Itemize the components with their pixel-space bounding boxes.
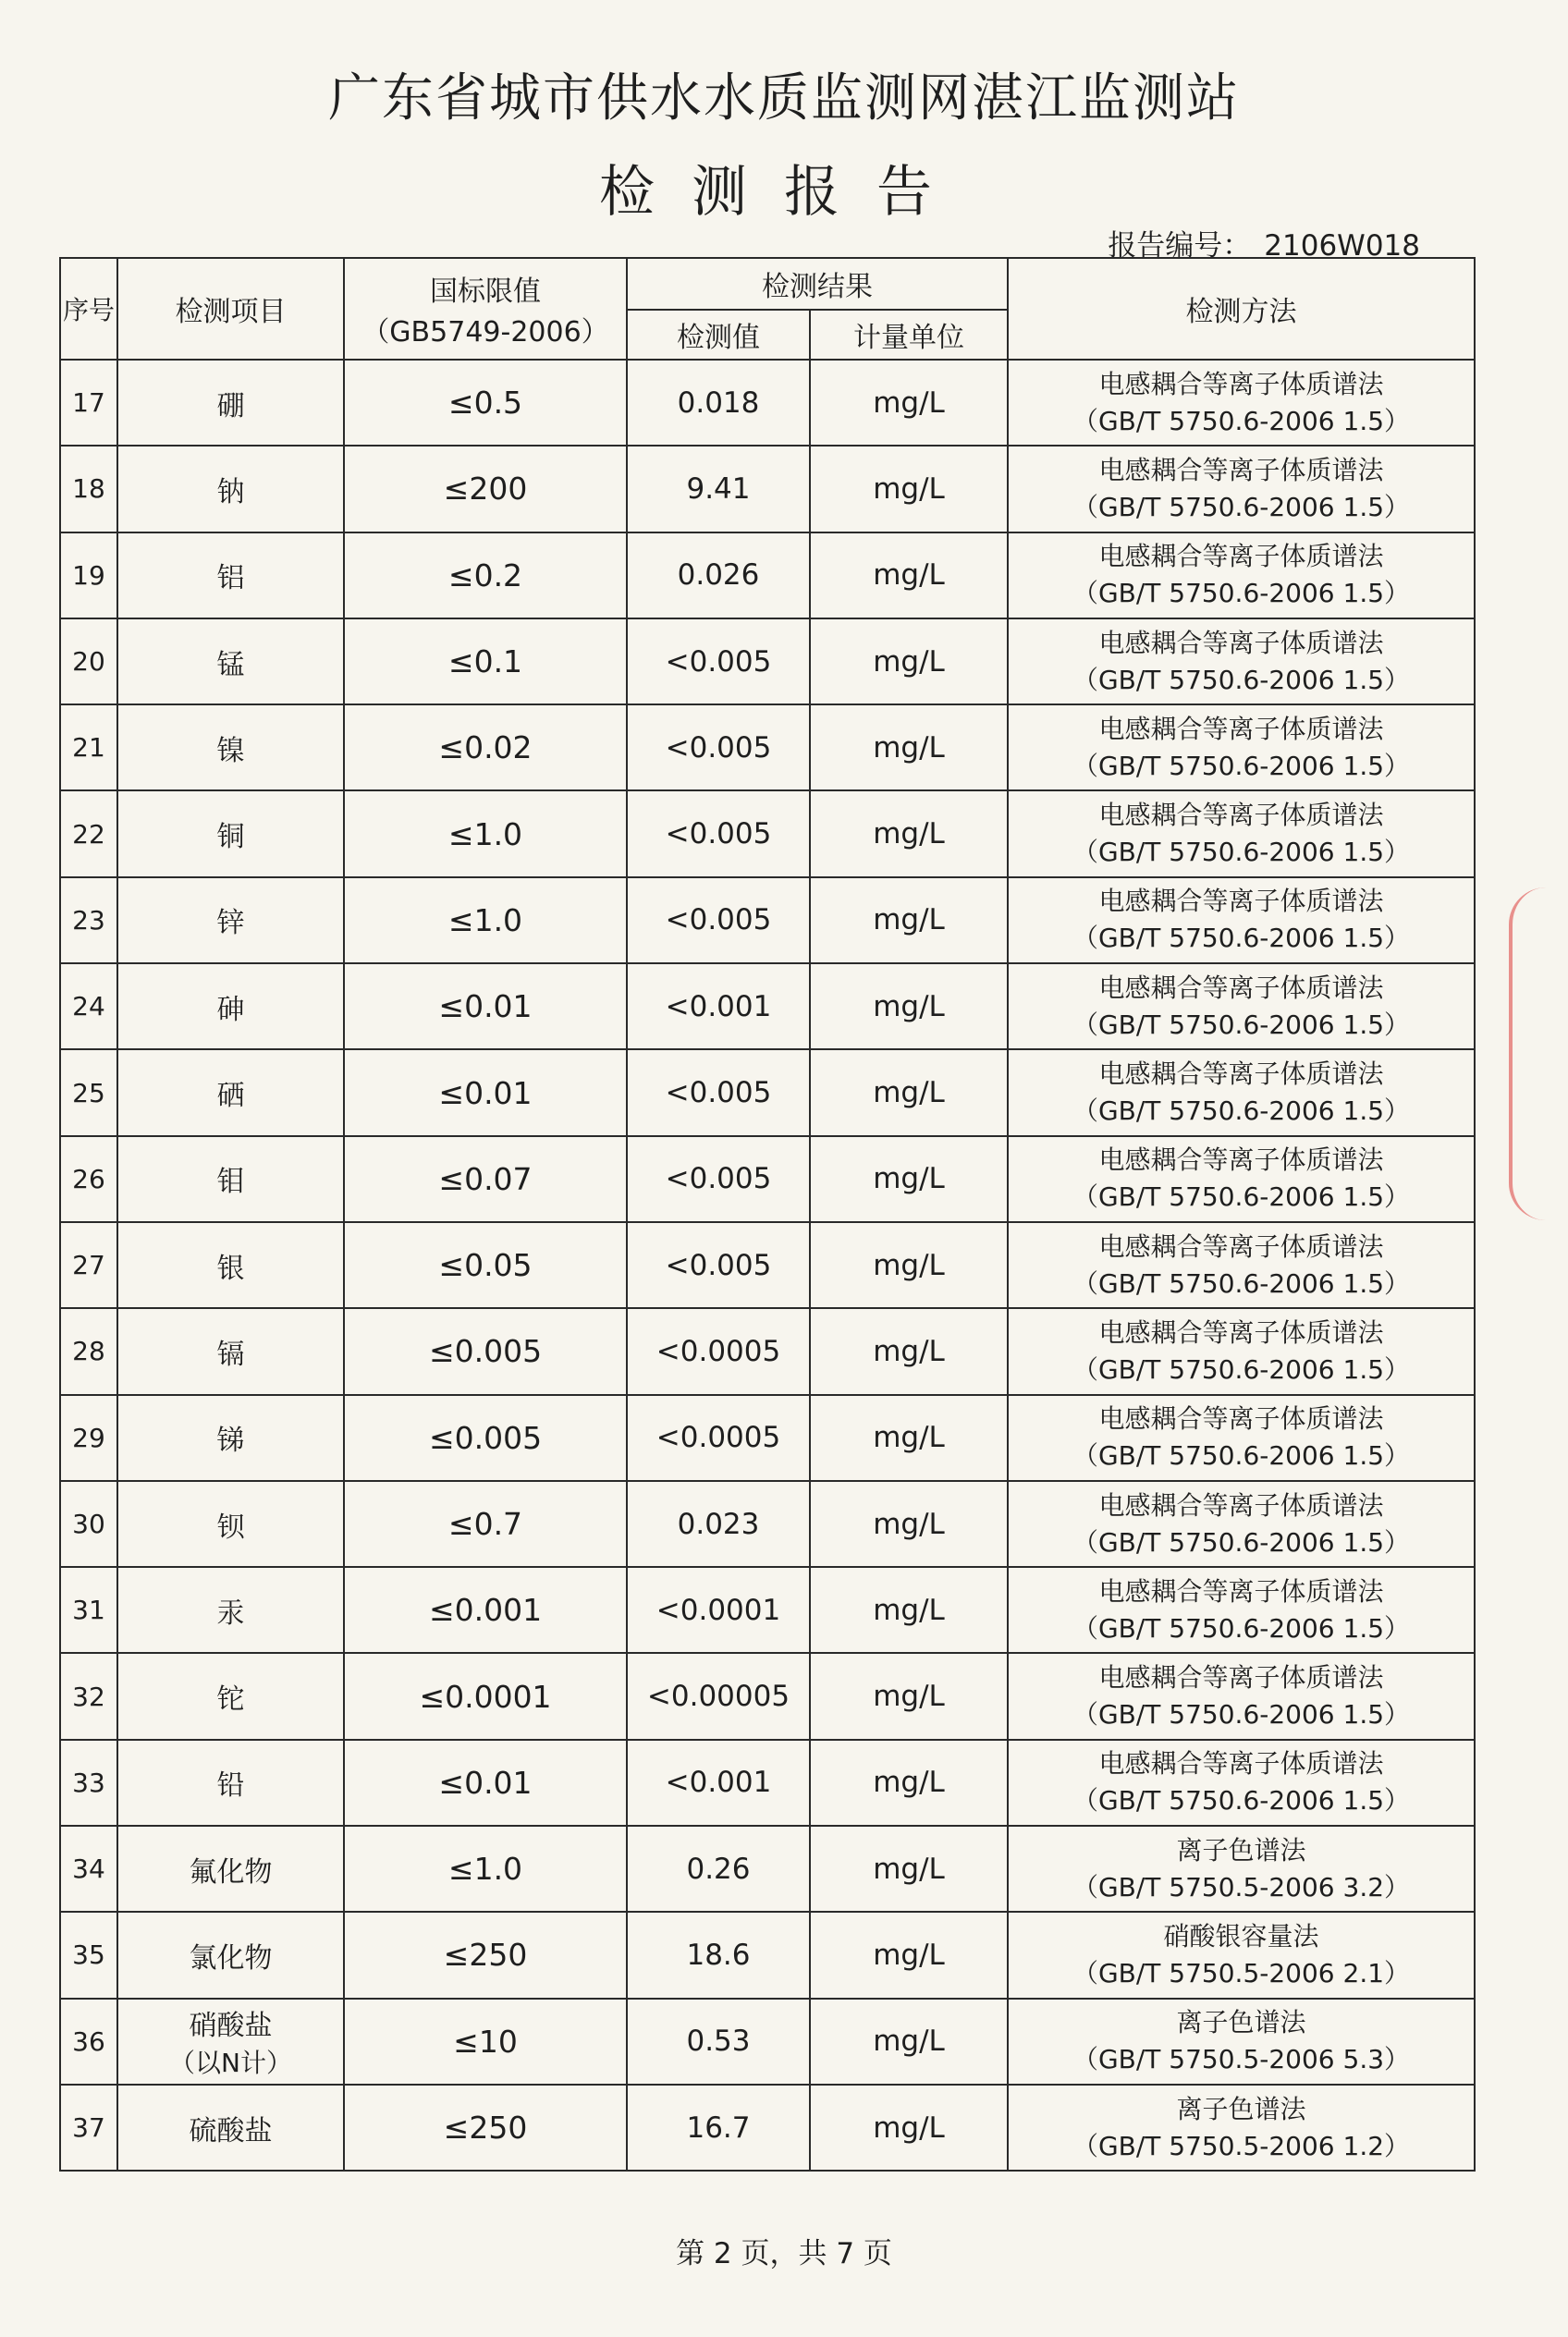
measured-value: 9.41 xyxy=(627,446,810,532)
test-item xyxy=(117,1740,344,1826)
test-method-name: 电感耦合等离子体质谱法 xyxy=(1098,1489,1384,1521)
test-method-name: 电感耦合等离子体质谱法 xyxy=(1098,627,1384,658)
table-row xyxy=(60,1395,1475,1481)
table-row xyxy=(60,1136,1475,1222)
test-item xyxy=(117,1912,344,1998)
test-method-standard: （GB/T 5750.5-2006 5.3） xyxy=(1072,2044,1411,2075)
test-method xyxy=(1008,1826,1475,1912)
measured-value: <0.001 xyxy=(627,963,810,1049)
test-method xyxy=(1008,1222,1475,1308)
header-no: 序号 xyxy=(60,258,117,360)
limit-value: ≤0.5 xyxy=(344,360,627,446)
test-method-standard: （GB/T 5750.6-2006 1.5） xyxy=(1072,1440,1411,1472)
table-row xyxy=(60,1049,1475,1135)
unit: mg/L xyxy=(810,1567,1008,1653)
test-item xyxy=(117,877,344,963)
row-number: 23 xyxy=(60,877,117,963)
table-row xyxy=(60,618,1475,704)
measured-value: 0.026 xyxy=(627,532,810,618)
measured-value: <0.0001 xyxy=(627,1567,810,1653)
test-method-name: 离子色谱法 xyxy=(1176,1834,1306,1866)
test-method-standard: （GB/T 5750.6-2006 1.5） xyxy=(1072,1785,1411,1817)
unit: mg/L xyxy=(810,2085,1008,2171)
table-row xyxy=(60,1999,1475,2085)
measured-value: <0.00005 xyxy=(627,1653,810,1739)
test-item-name: 氯化物 xyxy=(189,1941,273,1975)
row-number: 22 xyxy=(60,790,117,876)
test-item xyxy=(117,1653,344,1739)
row-number: 30 xyxy=(60,1481,117,1567)
test-item xyxy=(117,704,344,790)
unit: mg/L xyxy=(810,446,1008,532)
measured-value: <0.005 xyxy=(627,704,810,790)
test-item xyxy=(117,532,344,618)
test-item-name: 锌 xyxy=(216,907,245,940)
table-row xyxy=(60,963,1475,1049)
unit: mg/L xyxy=(810,1395,1008,1481)
test-method xyxy=(1008,1395,1475,1481)
row-number: 25 xyxy=(60,1049,117,1135)
table-row xyxy=(60,1481,1475,1567)
limit-value: ≤0.005 xyxy=(344,1395,627,1481)
measured-value: 16.7 xyxy=(627,2085,810,2171)
table-row xyxy=(60,877,1475,963)
limit-value: ≤200 xyxy=(344,446,627,532)
test-method xyxy=(1008,2085,1475,2171)
test-method-name: 电感耦合等离子体质谱法 xyxy=(1098,1748,1384,1780)
table-body xyxy=(60,360,1475,2171)
unit: mg/L xyxy=(810,1740,1008,1826)
unit: mg/L xyxy=(810,790,1008,876)
test-method-standard: （GB/T 5750.6-2006 1.5） xyxy=(1072,1095,1411,1127)
header-value: 检测值 xyxy=(627,310,810,360)
test-method xyxy=(1008,1740,1475,1826)
test-method xyxy=(1008,1049,1475,1135)
row-number: 36 xyxy=(60,1999,117,2085)
table-row xyxy=(60,1826,1475,1912)
limit-value: ≤0.05 xyxy=(344,1222,627,1308)
row-number: 24 xyxy=(60,963,117,1049)
test-method-name: 电感耦合等离子体质谱法 xyxy=(1098,541,1384,572)
table-row xyxy=(60,1912,1475,1998)
measured-value: <0.005 xyxy=(627,1222,810,1308)
unit: mg/L xyxy=(810,877,1008,963)
test-method-name: 电感耦合等离子体质谱法 xyxy=(1098,886,1384,917)
unit: mg/L xyxy=(810,1308,1008,1394)
limit-value: ≤0.2 xyxy=(344,532,627,618)
row-number: 33 xyxy=(60,1740,117,1826)
test-method-name: 电感耦合等离子体质谱法 xyxy=(1098,1662,1384,1694)
table-row xyxy=(60,2085,1475,2171)
test-method-standard: （GB/T 5750.5-2006 1.2） xyxy=(1072,2130,1411,2161)
unit: mg/L xyxy=(810,360,1008,446)
test-item xyxy=(117,360,344,446)
table-row xyxy=(60,1308,1475,1394)
limit-value: ≤1.0 xyxy=(344,877,627,963)
test-method xyxy=(1008,360,1475,446)
measured-value: <0.005 xyxy=(627,1136,810,1222)
test-method-name: 电感耦合等离子体质谱法 xyxy=(1098,368,1384,399)
test-method-name: 电感耦合等离子体质谱法 xyxy=(1098,1230,1384,1262)
header-limit-standard: （GB5749-2006） xyxy=(361,316,609,349)
test-method-name: 离子色谱法 xyxy=(1176,2093,1306,2124)
header-result: 检测结果 xyxy=(627,258,1008,310)
test-item-name: 镍 xyxy=(216,734,245,767)
test-item xyxy=(117,1222,344,1308)
test-method-standard: （GB/T 5750.6-2006 1.5） xyxy=(1072,1699,1411,1731)
test-item-name: 银 xyxy=(216,1252,245,1285)
limit-value: ≤0.01 xyxy=(344,963,627,1049)
test-method xyxy=(1008,704,1475,790)
test-item-name: 硝酸盐 xyxy=(189,2010,273,2043)
page-indicator: 第 2 页，共 7 页 xyxy=(676,2237,892,2270)
limit-value: ≤0.01 xyxy=(344,1049,627,1135)
unit: mg/L xyxy=(810,1222,1008,1308)
report-title: 广东省城市供水水质监测网湛江监测站 xyxy=(328,68,1240,128)
test-item xyxy=(117,1567,344,1653)
unit: mg/L xyxy=(810,963,1008,1049)
test-item xyxy=(117,446,344,532)
header-item: 检测项目 xyxy=(117,258,344,360)
test-item-note: （以N计） xyxy=(169,2048,292,2079)
test-method-name: 电感耦合等离子体质谱法 xyxy=(1098,1058,1384,1090)
table-row xyxy=(60,1222,1475,1308)
test-method-standard: （GB/T 5750.6-2006 1.5） xyxy=(1072,1526,1411,1558)
test-method-standard: （GB/T 5750.6-2006 1.5） xyxy=(1072,1267,1411,1299)
test-method-standard: （GB/T 5750.5-2006 2.1） xyxy=(1072,1957,1411,1988)
unit: mg/L xyxy=(810,1049,1008,1135)
test-item-name: 汞 xyxy=(216,1597,245,1630)
limit-value: ≤0.07 xyxy=(344,1136,627,1222)
test-method-standard: （GB/T 5750.6-2006 1.5） xyxy=(1072,1181,1411,1213)
table-row xyxy=(60,360,1475,446)
row-number: 26 xyxy=(60,1136,117,1222)
test-item xyxy=(117,790,344,876)
test-method-name: 电感耦合等离子体质谱法 xyxy=(1098,972,1384,1003)
test-item xyxy=(117,1308,344,1394)
test-item xyxy=(117,963,344,1049)
row-number: 21 xyxy=(60,704,117,790)
limit-value: ≤0.7 xyxy=(344,1481,627,1567)
limit-value: ≤0.01 xyxy=(344,1740,627,1826)
test-item-name: 钡 xyxy=(216,1511,245,1544)
measured-value: 0.023 xyxy=(627,1481,810,1567)
measured-value: 0.26 xyxy=(627,1826,810,1912)
test-item-name: 氟化物 xyxy=(189,1855,273,1889)
measured-value: <0.001 xyxy=(627,1740,810,1826)
measured-value: <0.005 xyxy=(627,1049,810,1135)
row-number: 18 xyxy=(60,446,117,532)
test-method-name: 电感耦合等离子体质谱法 xyxy=(1098,800,1384,831)
header-limit-name: 国标限值 xyxy=(430,275,541,308)
row-number: 32 xyxy=(60,1653,117,1739)
test-item-name: 钼 xyxy=(216,1166,245,1199)
test-item xyxy=(117,1395,344,1481)
test-item-name: 锑 xyxy=(216,1425,245,1458)
test-method-name: 电感耦合等离子体质谱法 xyxy=(1098,713,1384,744)
test-method xyxy=(1008,446,1475,532)
limit-value: ≤1.0 xyxy=(344,790,627,876)
row-number: 29 xyxy=(60,1395,117,1481)
test-item-name: 硫酸盐 xyxy=(189,2114,273,2147)
table-row xyxy=(60,446,1475,532)
measured-value: <0.0005 xyxy=(627,1308,810,1394)
test-item xyxy=(117,618,344,704)
limit-value: ≤0.1 xyxy=(344,618,627,704)
row-number: 37 xyxy=(60,2085,117,2171)
results-table xyxy=(59,257,1476,2172)
test-method xyxy=(1008,1308,1475,1394)
header-unit: 计量单位 xyxy=(810,310,1008,360)
test-item-name: 铝 xyxy=(216,562,245,595)
measured-value: <0.005 xyxy=(627,618,810,704)
test-method-standard: （GB/T 5750.6-2006 1.5） xyxy=(1072,1009,1411,1040)
test-method-standard: （GB/T 5750.6-2006 1.5） xyxy=(1072,750,1411,781)
unit: mg/L xyxy=(810,1999,1008,2085)
measured-value: 0.53 xyxy=(627,1999,810,2085)
test-method-name: 电感耦合等离子体质谱法 xyxy=(1098,1403,1384,1435)
unit: mg/L xyxy=(810,1653,1008,1739)
table-row xyxy=(60,1740,1475,1826)
unit: mg/L xyxy=(810,1912,1008,1998)
measured-value: <0.0005 xyxy=(627,1395,810,1481)
red-seal-stamp xyxy=(1509,887,1568,1220)
row-number: 27 xyxy=(60,1222,117,1308)
test-method-name: 电感耦合等离子体质谱法 xyxy=(1098,1144,1384,1176)
test-method-name: 电感耦合等离子体质谱法 xyxy=(1098,454,1384,485)
table-row xyxy=(60,1567,1475,1653)
test-item-name: 镉 xyxy=(216,1338,245,1371)
test-method-name: 硝酸银容量法 xyxy=(1163,1920,1319,1952)
test-method-standard: （GB/T 5750.6-2006 1.5） xyxy=(1072,837,1411,868)
test-method-standard: （GB/T 5750.6-2006 1.5） xyxy=(1072,1353,1411,1385)
report-subtitle: 检测报告 xyxy=(599,160,969,225)
limit-value: ≤250 xyxy=(344,1912,627,1998)
test-method-name: 离子色谱法 xyxy=(1176,2007,1306,2038)
header-limit xyxy=(344,258,627,360)
unit: mg/L xyxy=(810,618,1008,704)
row-number: 19 xyxy=(60,532,117,618)
measured-value: <0.005 xyxy=(627,877,810,963)
test-item-name: 硒 xyxy=(216,1080,245,1113)
test-item-name: 铅 xyxy=(216,1769,245,1803)
limit-value: ≤0.02 xyxy=(344,704,627,790)
test-method xyxy=(1008,1481,1475,1567)
test-method-standard: （GB/T 5750.6-2006 1.5） xyxy=(1072,923,1411,954)
test-method-standard: （GB/T 5750.6-2006 1.5） xyxy=(1072,664,1411,695)
test-method xyxy=(1008,1653,1475,1739)
test-method-standard: （GB/T 5750.6-2006 1.5） xyxy=(1072,1612,1411,1644)
test-method-name: 电感耦合等离子体质谱法 xyxy=(1098,1316,1384,1348)
test-item-name: 硼 xyxy=(216,389,245,422)
test-method xyxy=(1008,618,1475,704)
test-item-name: 铜 xyxy=(216,821,245,854)
measured-value: 18.6 xyxy=(627,1912,810,1998)
test-method xyxy=(1008,532,1475,618)
test-item-name: 铊 xyxy=(216,1683,245,1717)
test-method-standard: （GB/T 5750.6-2006 1.5） xyxy=(1072,578,1411,609)
test-item xyxy=(117,1049,344,1135)
limit-value: ≤10 xyxy=(344,1999,627,2085)
test-item xyxy=(117,1826,344,1912)
table-row xyxy=(60,704,1475,790)
row-number: 28 xyxy=(60,1308,117,1394)
measured-value: <0.005 xyxy=(627,790,810,876)
report-number-value: 2106W018 xyxy=(1264,229,1420,263)
limit-value: ≤1.0 xyxy=(344,1826,627,1912)
table-row xyxy=(60,1653,1475,1739)
limit-value: ≤0.005 xyxy=(344,1308,627,1394)
test-method xyxy=(1008,963,1475,1049)
unit: mg/L xyxy=(810,704,1008,790)
row-number: 31 xyxy=(60,1567,117,1653)
limit-value: ≤0.001 xyxy=(344,1567,627,1653)
test-method-standard: （GB/T 5750.5-2006 3.2） xyxy=(1072,1871,1411,1903)
test-method xyxy=(1008,1912,1475,1998)
test-item xyxy=(117,2085,344,2171)
unit: mg/L xyxy=(810,532,1008,618)
header-method: 检测方法 xyxy=(1008,258,1475,360)
report-number-label: 报告编号： xyxy=(1108,229,1252,263)
limit-value: ≤0.0001 xyxy=(344,1653,627,1739)
row-number: 17 xyxy=(60,360,117,446)
test-item-name: 砷 xyxy=(216,993,245,1026)
test-method xyxy=(1008,877,1475,963)
test-method xyxy=(1008,790,1475,876)
test-item xyxy=(117,1481,344,1567)
table-row xyxy=(60,532,1475,618)
test-item-name: 钠 xyxy=(216,475,245,508)
table-row xyxy=(60,790,1475,876)
test-method-name: 电感耦合等离子体质谱法 xyxy=(1098,1575,1384,1607)
test-item xyxy=(117,1999,344,2085)
test-item xyxy=(117,1136,344,1222)
unit: mg/L xyxy=(810,1136,1008,1222)
test-method xyxy=(1008,1999,1475,2085)
limit-value: ≤250 xyxy=(344,2085,627,2171)
row-number: 35 xyxy=(60,1912,117,1998)
test-item-name: 锰 xyxy=(216,648,245,681)
unit: mg/L xyxy=(810,1481,1008,1567)
test-method-standard: （GB/T 5750.6-2006 1.5） xyxy=(1072,405,1411,436)
row-number: 34 xyxy=(60,1826,117,1912)
test-method xyxy=(1008,1567,1475,1653)
measured-value: 0.018 xyxy=(627,360,810,446)
test-method-standard: （GB/T 5750.6-2006 1.5） xyxy=(1072,491,1411,522)
unit: mg/L xyxy=(810,1826,1008,1912)
test-method xyxy=(1008,1136,1475,1222)
row-number: 20 xyxy=(60,618,117,704)
